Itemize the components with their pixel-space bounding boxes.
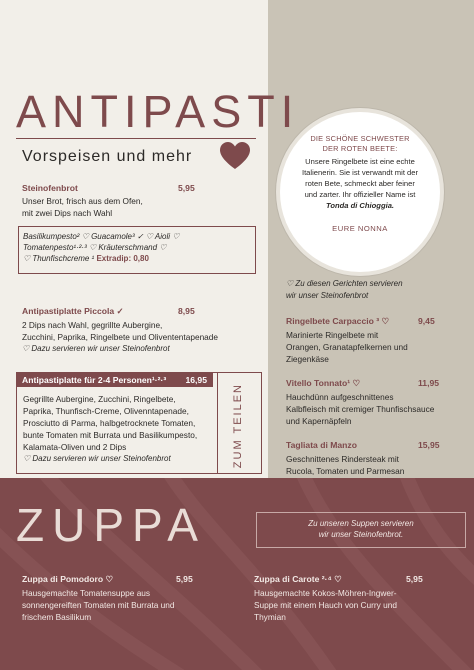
circle-title-line-2: DER ROTEN BEETE:: [322, 144, 398, 153]
item-name-tagliata: Tagliata di Manzo: [286, 440, 357, 450]
circle-title-line-1: DIE SCHÖNE SCHWESTER: [310, 134, 410, 143]
item-price-tonnato: 11,95: [418, 378, 440, 388]
pomodoro-desc-3: frischem Basilikum: [22, 612, 92, 622]
tagliata-desc-1: Geschnittenes Rindersteak mit: [286, 454, 399, 464]
zum-teilen-label: ZUM TEILEN: [232, 383, 244, 469]
tonnato-desc-2: Kalbfleisch mit cremiger Thunfischsauce: [286, 404, 435, 414]
item-price-tagliata: 15,95: [418, 440, 440, 450]
section-subtitle: Vorspeisen und mehr: [22, 148, 193, 165]
share-desc-4: bunte Tomaten mit Burrata und Basilikumpesto,: [23, 430, 198, 440]
carpaccio-desc-2: Orangen, Granatapfelkernen und: [286, 342, 408, 352]
share-desc-2: Paprika, Thunfisch-Creme, Olivenntapenade,: [23, 406, 189, 416]
item-name-steinofenbrot: Steinofenbrot: [22, 183, 78, 193]
item-price-pomodoro: 5,95: [176, 574, 193, 584]
carpaccio-desc-1: Marinierte Ringelbete mit: [286, 330, 379, 340]
extradip-price: Extradip: 0,80: [96, 254, 149, 263]
pomodoro-desc-2: sonnengereiften Tomaten mit Burrata und: [22, 600, 175, 610]
share-platter-header: [17, 373, 213, 387]
circle-signature: EURE NONNA: [332, 224, 388, 233]
dips-thunfisch: ♡ Thunfischcreme ¹: [23, 254, 95, 263]
zuppa-info-line-1: Zu unseren Suppen servieren: [308, 519, 414, 528]
share-desc-3: Prosciutto di Parma, halbgetrocknete Tomaten,: [23, 418, 196, 428]
circle-body-line-3: roten Bete, schmeckt aber feiner: [305, 179, 415, 188]
ringelbete-info-circle: [280, 112, 440, 272]
item-name-carote: Zuppa di Carote ²·⁴ ♡: [254, 574, 342, 584]
item-price-share: 16,95: [185, 375, 207, 385]
tonnato-desc-3: und Kapernäpfeln: [286, 416, 352, 426]
dips-box: [18, 226, 256, 274]
carote-desc-2: Suppe mit einem Hauch von Curry und: [254, 600, 397, 610]
dips-row-3: [23, 253, 251, 264]
circle-body: [294, 156, 426, 211]
heart-icon: [220, 142, 250, 170]
share-desc-block: [23, 393, 197, 465]
item-desc-piccola-2: Zucchini, Paprika, Ringelbete und Olivententapenade: [22, 332, 219, 342]
item-price-carpaccio: 9,45: [418, 316, 435, 326]
share-desc-1: Gegrillte Aubergine, Zucchini, Ringelbete,: [23, 394, 176, 404]
right-note-1: ♡ Zu diesen Gerichten servieren: [286, 279, 403, 288]
pomodoro-desc-1: Hausgemachte Tomatensuppe aus: [22, 588, 151, 598]
item-desc-steinofenbrot-1: Unser Brot, frisch aus dem Ofen,: [22, 196, 143, 206]
dips-row-1: Basilikumpesto² ♡ Guacamole³ ✓ ♡ Aioli ♡: [23, 232, 180, 241]
item-price-carote: 5,95: [406, 574, 423, 584]
carpaccio-desc-3: Ziegenkäse: [286, 354, 329, 364]
item-name-carpaccio: Ringelbete Carpaccio ³ ♡: [286, 316, 390, 326]
item-desc-piccola-1: 2 Dips nach Wahl, gegrillte Aubergine,: [22, 320, 163, 330]
tonnato-desc-1: Hauchdünn aufgeschnittenes: [286, 392, 394, 402]
circle-body-line-4: und zarter. Ihr offizieller Name ist: [304, 190, 416, 199]
item-desc-steinofenbrot-2: mit zwei Dips nach Wahl: [22, 208, 113, 218]
item-note-piccola: ♡ Dazu servieren wir unser Steinofenbrot: [22, 344, 170, 353]
item-price-piccola: 8,95: [178, 306, 195, 316]
item-name-piccola: Antipastiplatte Piccola ✓: [22, 306, 124, 316]
section-title-antipasti: ANTIPASTI: [16, 86, 300, 137]
item-price-steinofenbrot: 5,95: [178, 183, 195, 193]
title-divider: [16, 138, 256, 139]
circle-title: [280, 134, 440, 154]
carote-desc-3: Thymian: [254, 612, 286, 622]
item-name-share: Antipastiplatte für 2-4 Personen¹·²·³: [22, 375, 167, 385]
section-title-zuppa: ZUPPA: [16, 499, 206, 551]
carote-desc-1: Hausgemachte Kokos-Möhren-Ingwer-: [254, 588, 397, 598]
right-note-2: wir unser Steinofenbrot: [286, 291, 369, 300]
share-platter-box: [16, 372, 262, 474]
zuppa-info-box: [256, 512, 466, 548]
share-sidebar: [217, 373, 261, 473]
dips-row-2: Tomatenpesto¹·²·³ ♡ Kräuterschmand ♡: [23, 243, 167, 252]
item-name-tonnato: Vitello Tonnato¹ ♡: [286, 378, 361, 388]
share-desc-5: Kalamata-Oliven und 2 Dips: [23, 442, 127, 452]
zuppa-info-line-2: wir unser Steinofenbrot.: [318, 530, 404, 539]
circle-body-line-5: Tonda di Chioggia.: [325, 201, 395, 210]
share-note: ♡ Dazu servieren wir unser Steinofenbrot: [23, 454, 171, 463]
item-name-pomodoro: Zuppa di Pomodoro ♡: [22, 574, 114, 584]
circle-body-line-1: Unsere Ringelbete ist eine echte: [305, 157, 415, 166]
tagliata-desc-2: Rucola, Tomaten und Parmesan: [286, 466, 405, 476]
circle-body-line-2: Italienerin. Sie ist verwandt mit der: [301, 168, 419, 177]
